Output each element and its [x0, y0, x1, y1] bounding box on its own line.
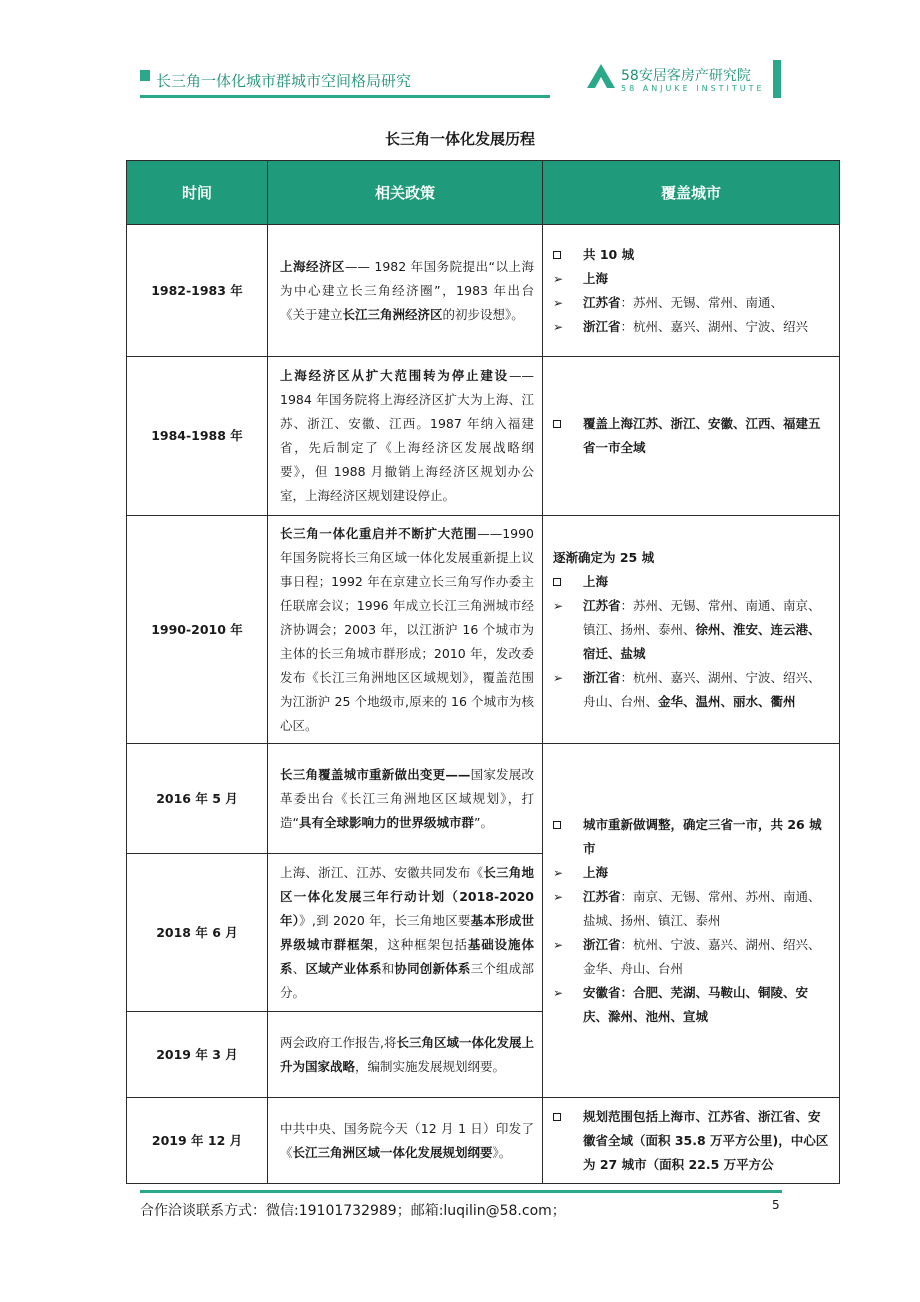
row-policy: 上海经济区从扩大范围转为停止建设——1984 年国务院将上海经济区扩大为上海、江苏、浙江、安徽、江西。1987 年纳入福建省，先后制定了《上海经济区发展战略纲要》，但 1988 月撤销上海经济区规划办公室，上海经济区规划建设停止。 [268, 357, 543, 516]
arrow-bullet-icon: ➢ [553, 670, 564, 685]
arrow-bullet-icon: ➢ [553, 295, 564, 310]
page-number: 5 [772, 1198, 780, 1212]
row-time: 1990-2010 年 [127, 516, 268, 744]
arrow-bullet-icon: ➢ [553, 271, 564, 286]
header-accent [140, 70, 150, 81]
square-bullet-icon [553, 821, 561, 829]
table-row [127, 744, 840, 854]
row-cities: 逐渐确定为 25 城 上海 ➢ 江苏省：苏州、无锡、常州、南通、南京、镇江、扬州、泰州、徐州、淮安、连云港、宿迁、盐城 ➢ 浙江省：杭州、嘉兴、湖州、宁波、绍兴、舟山、台州、金华、温州、丽水、衢州 [543, 516, 840, 744]
row-time: 2019 年 12 月 [127, 1098, 268, 1184]
row-policy: 上海经济区—— 1982 年国务院提出“以上海为中心建立长三角经济圈”，1983 年出台《关于建立长江三角洲经济区的初步设想》。 [268, 225, 543, 357]
table-row [127, 1098, 840, 1184]
report-title: 长三角一体化城市群城市空间格局研究 [156, 72, 412, 90]
square-bullet-icon [553, 251, 561, 259]
column-header-policy: 相关政策 [268, 161, 543, 225]
row-policy: 两会政府工作报告,将长三角区域一体化发展上升为国家战略，编制实施发展规划纲要。 [268, 1012, 543, 1098]
arrow-bullet-icon: ➢ [553, 985, 564, 1000]
arrow-bullet-icon: ➢ [553, 937, 564, 952]
row-time: 2019 年 3 月 [127, 1012, 268, 1098]
square-bullet-icon [553, 420, 561, 428]
column-header-time: 时间 [127, 161, 268, 225]
row-policy: 长三角覆盖城市重新做出变更——国家发展改革委出台《长江三角洲地区区域规划》，打造“具有全球影响力的世界级城市群”。 [268, 744, 543, 854]
arrow-bullet-icon: ➢ [553, 865, 564, 880]
table-title: 长三角一体化发展历程 [384, 130, 535, 148]
table-row [127, 516, 840, 744]
arrow-bullet-icon: ➢ [553, 889, 564, 904]
table-row [127, 357, 840, 516]
table-row [127, 225, 840, 357]
footer-contact: 合作洽谈联系方式：微信:19101732989；邮箱:luqilin@58.com； [140, 1203, 566, 1219]
row-cities: 规划范围包括上海市、江苏省、浙江省、安徽省全域（面积 35.8 万平方公里)，中心区为 27 城市（面积 22.5 万平方公 [543, 1098, 840, 1184]
logo-mark-icon [585, 62, 617, 92]
arrow-bullet-icon: ➢ [553, 598, 564, 613]
row-time: 1984-1988 年 [127, 357, 268, 516]
row-cities: 共 10 城 ➢ 上海 ➢ 江苏省：苏州、无锡、常州、南通、 ➢ 浙江省：杭州、嘉兴、湖州、宁波、绍兴 [543, 225, 840, 357]
square-bullet-icon [553, 1113, 561, 1121]
row-policy: 长三角一体化重启并不断扩大范围——1990 年国务院将长三角区域一体化发展重新提上议事日程；1992 年在京建立长三角写作办委主任联席会议；1996 年成立长江三角洲城市经济协调会；2003 年，以江浙沪 16 个城市为主体的长三角城市群形成；2010 年，发改委发布《长江三角洲地区区域规划》，覆盖范围为江浙沪 25 个地级市,原来的 16 个城市为核心区。 [268, 516, 543, 744]
row-policy: 上海、浙江、江苏、安徽共同发布《长三角地区一体化发展三年行动计划（2018-2020 年）》,到 2020 年，长三角地区要基本形成世界级城市群框架，这种框架包括基础设施体系、区域产业体系和协同创新体系三个组成部分。 [268, 854, 543, 1012]
logo-name: 58安居客房产研究院 [621, 68, 751, 84]
header-rule [140, 95, 550, 98]
logo-subtitle: 58 ANJUKE INSTITUTE [621, 84, 765, 93]
row-policy: 中共中央、国务院今天（12 月 1 日）印发了《长江三角洲区域一体化发展规划纲要》。 [268, 1098, 543, 1184]
arrow-bullet-icon: ➢ [553, 319, 564, 334]
footer-rule [140, 1190, 782, 1193]
history-table [126, 160, 840, 1184]
column-header-cities: 覆盖城市 [543, 161, 840, 225]
row-cities: 城市重新做调整，确定三省一市，共 26 城市 ➢ 上海 ➢ 江苏省：南京、无锡、常州、苏州、南通、盐城、扬州、镇江、泰州 ➢ 浙江省：杭州、宁波、嘉兴、湖州、绍兴、金华、舟山、台州 ➢ 安徽省：合肥、芜湖、马鞍山、铜陵、安庆、滁州、池州、宣城 [543, 744, 840, 1098]
square-bullet-icon [553, 578, 561, 586]
table-header-row [127, 161, 840, 225]
header-vertical-bar [773, 60, 781, 98]
row-time: 1982-1983 年 [127, 225, 268, 357]
row-time: 2016 年 5 月 [127, 744, 268, 854]
row-time: 2018 年 6 月 [127, 854, 268, 1012]
institute-logo [585, 62, 785, 98]
row-cities: 覆盖上海江苏、浙江、安徽、江西、福建五省一市全域 [543, 357, 840, 516]
